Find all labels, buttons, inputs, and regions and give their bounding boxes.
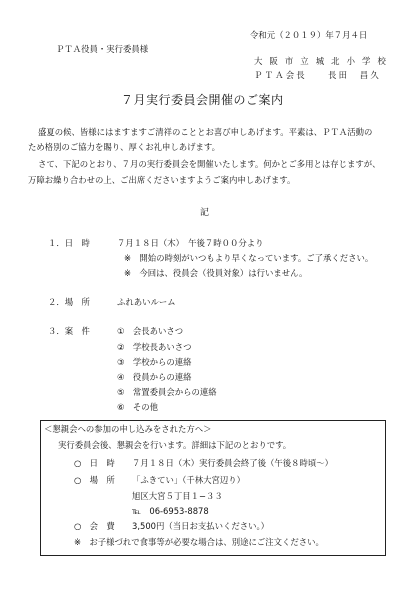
- item-place-label: ２．場 所: [48, 297, 90, 307]
- box-datetime-label: ○ 日 時: [74, 458, 115, 468]
- agenda-entry: ⑤ 常置委員会からの連絡: [117, 387, 217, 397]
- item-datetime-note: ※ 開始の時刻がいつもより早くなっています。ご了承ください。: [124, 253, 374, 263]
- box-fee-value: 3,500円（当日お支払いください。）: [132, 521, 270, 531]
- document-title: ７月実行委員会開催のご案内: [121, 93, 284, 107]
- agenda-entry: ④ 役員からの連絡: [117, 372, 192, 382]
- ki-marker: 記: [200, 208, 210, 218]
- item-datetime-note: ※ 今回は、役員会（役員対象）は行いません。: [124, 268, 308, 278]
- box-place-tel: ℡ 06-6953-8878: [132, 506, 209, 516]
- paragraph-2-line-2: 万障お繰り合わせの上、ご出席くださいますようご案内申しあげます。: [28, 175, 296, 185]
- box-datetime-value: ７月１８日（木）実行委員会終了後（午後８時頃～）: [132, 458, 333, 468]
- box-heading: ＜懇親会への参加の申し込みをされた方へ＞: [44, 424, 212, 434]
- agenda-entry: ② 学校長あいさつ: [117, 342, 192, 352]
- box-intro: 実行委員会後、懇親会を行います。詳細は下記のとおりです。: [58, 440, 292, 450]
- agenda-entry: ① 会長あいさつ: [117, 326, 184, 336]
- item-agenda-label: ３．案 件: [48, 326, 90, 336]
- box-fee-label: ○ 会 費: [74, 521, 115, 531]
- box-place-label: ○ 場 所: [74, 475, 115, 485]
- box-note: ※ お子様づれで食事等が必要な場合は、別途にご注文ください。: [74, 537, 324, 547]
- item-datetime-label: １．日 時: [48, 238, 90, 248]
- document-date: 令和元（２０１９）年７月４日: [250, 30, 368, 40]
- box-place-name: 「ふきてい」（千林大宮辺り）: [132, 475, 246, 485]
- agenda-entry: ⑥ その他: [117, 402, 159, 412]
- agenda-entry: ③ 学校からの連絡: [117, 357, 192, 367]
- sender-name: ＰＴＡ会長 長田 昌久: [254, 70, 381, 80]
- paragraph-2-line-1: さて、下記のとおり、７月の実行委員会を開催いたします。何かとご多用とは存じますが、: [38, 159, 381, 169]
- school-name: 大 阪 市 立 城 北 小 学 校: [254, 56, 389, 66]
- box-place-address: 旭区大宮５丁目１−３３: [132, 491, 223, 501]
- paragraph-1-line-1: 盛夏の候、皆様にはますますご清祥のこととお喜び申しあげます。平素は、ＰＴＡ活動の: [38, 127, 373, 137]
- recipient: ＰＴＡ役員・実行委員様: [56, 44, 149, 54]
- paragraph-1-line-2: ため格別のご協力を賜り、厚くお礼申しあげます。: [28, 142, 220, 152]
- item-place-value: ふれあいルーム: [117, 297, 176, 307]
- item-datetime-value: ７月１８日（木） 午後７時００分より: [117, 238, 264, 248]
